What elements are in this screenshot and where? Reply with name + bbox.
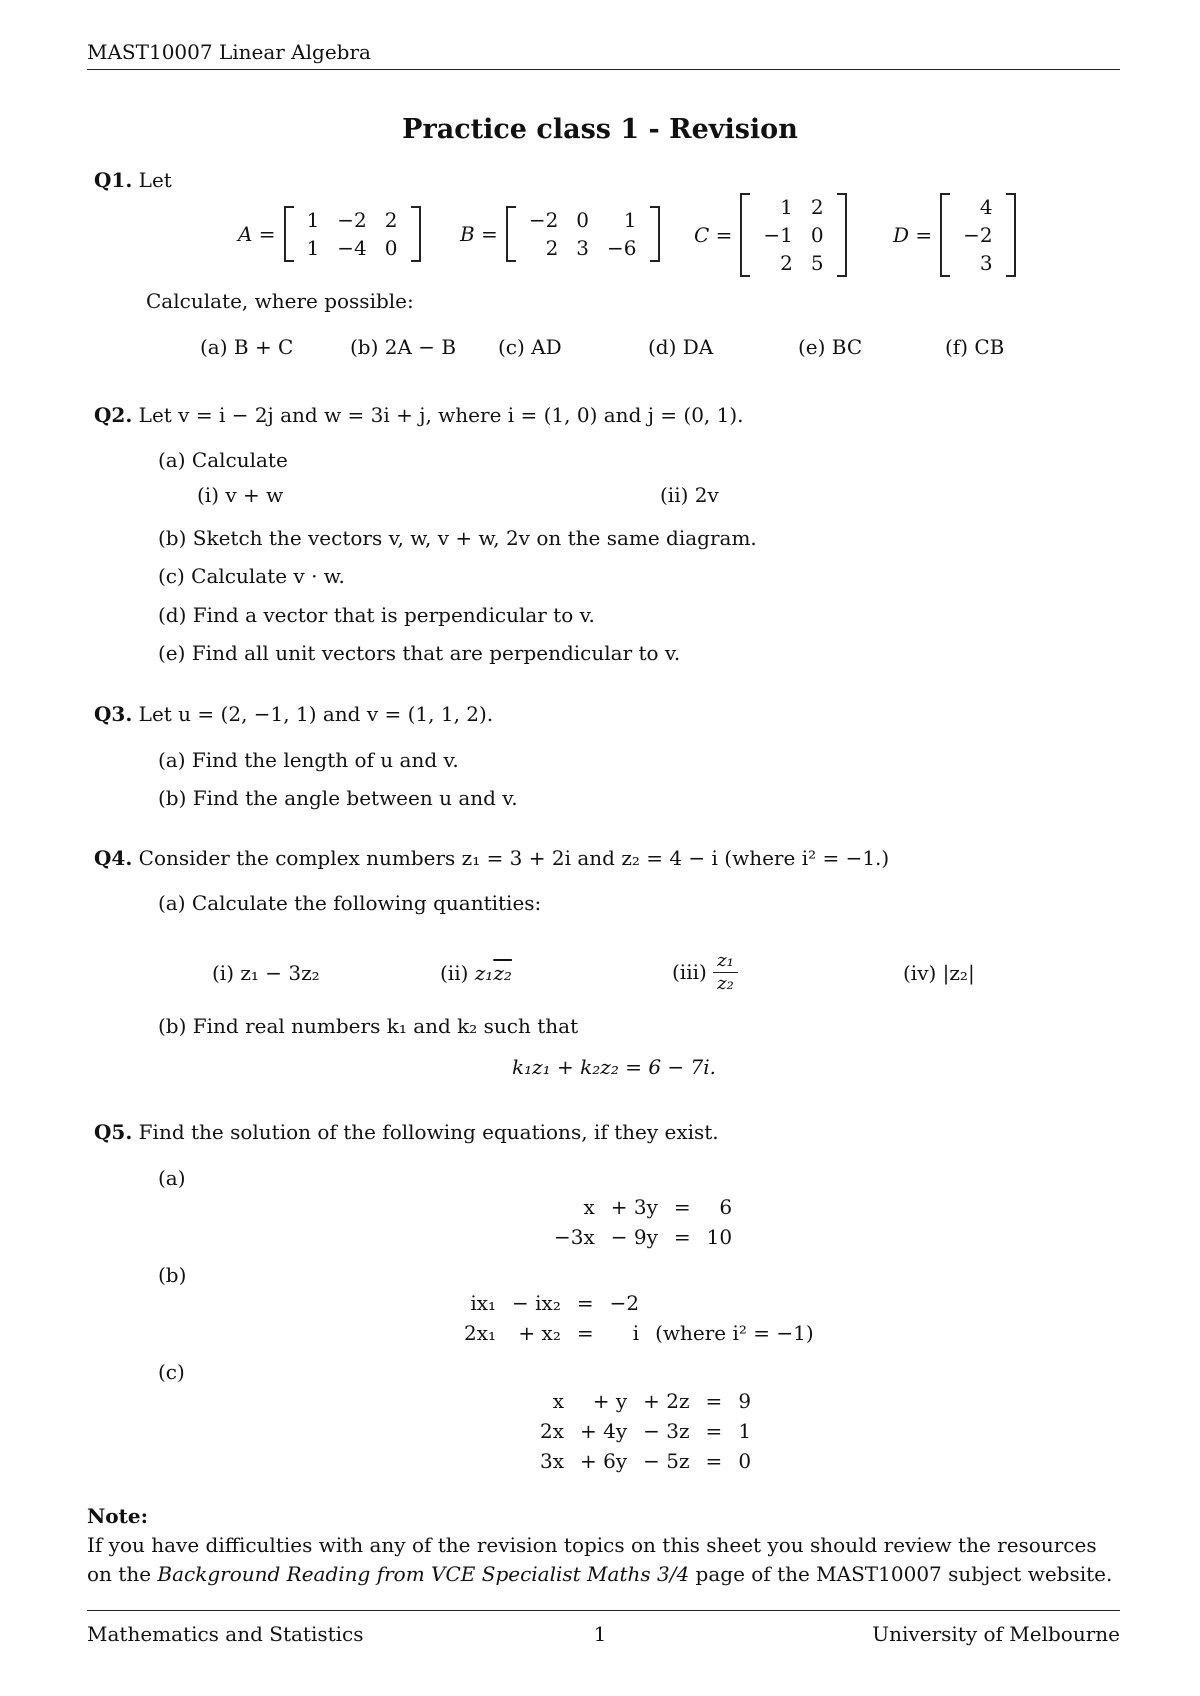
q4-intro: Consider the complex numbers z₁ = 3 + 2i and z₂ = 4 − i (where i² = −1.) (138, 846, 890, 870)
matrix-a-row-cell: −2 (337, 208, 367, 232)
q3-label: Q3. (94, 702, 133, 726)
q5-b-equation-row-cell: 2x₁ (464, 1321, 497, 1345)
matrix-a (238, 204, 421, 264)
q5-a-equation-row-cell: + 3y (610, 1195, 658, 1219)
q5-a-equation-row-cell: x (583, 1195, 595, 1219)
q5-a-equation-row-cell: − 9y (610, 1225, 658, 1249)
footer-right: University of Melbourne (872, 1622, 1120, 1646)
q2-intro: Let v = i − 2j and w = 3i + j, where i = (1, 0) and j = (0, 1). (138, 403, 744, 427)
q1-part-f: (f) CB (945, 335, 1005, 359)
q4-a-iii-denominator: z₂ (717, 972, 734, 994)
q5-c-equation-row-cell: 3x (540, 1449, 565, 1473)
header-rule (87, 69, 1120, 70)
q4-a-iii (672, 950, 738, 994)
q5-a-label: (a) (158, 1166, 186, 1190)
q4-b-equation: k₁z₁ + k₂z₂ = 6 − 7i. (511, 1055, 716, 1079)
matrix-b-row-cell: −6 (607, 236, 637, 260)
q4-label: Q4. (94, 846, 133, 870)
matrix-a-row-cell: −4 (337, 236, 367, 260)
note-heading: Note: (87, 1504, 148, 1528)
q1-calc: Calculate, where possible: (146, 289, 414, 313)
q5-b-equation-row (456, 1318, 822, 1348)
matrix-b-row-cell: 0 (576, 208, 590, 232)
q3-heading (94, 704, 493, 724)
matrix-a-row (298, 206, 407, 234)
q1-part-e: (e) BC (798, 335, 863, 359)
matrix-c-row (754, 221, 832, 249)
header-course: MAST10007 Linear Algebra (87, 40, 371, 64)
q5-b-equation-row-cell (647, 1288, 822, 1318)
q5-c-equation-row-cell: + 6y (580, 1449, 628, 1473)
matrix-d-row-cell: −2 (963, 223, 993, 247)
q5-a-equation-row-cell: = (673, 1195, 691, 1219)
matrix-a-row-cell: 0 (384, 236, 398, 260)
matrix-d-label: D = (893, 223, 933, 247)
q5-b-equation-row-cell: = (576, 1291, 594, 1315)
q2-a-i: (i) v + w (197, 483, 284, 507)
matrix-d (893, 190, 1016, 280)
matrix-c-row-cell: −1 (763, 223, 793, 247)
note-line-2-pre: on the (87, 1562, 158, 1586)
q5-c-label: (c) (158, 1360, 185, 1384)
matrix-a-row-cell: 1 (306, 236, 320, 260)
q5-c-equation-row-cell: 0 (738, 1449, 752, 1473)
q5-c-equation-row-cell: = (705, 1419, 723, 1443)
q1-part-a: (a) B + C (200, 335, 294, 359)
q5-intro: Find the solution of the following equations, if they exist. (138, 1120, 719, 1144)
q5-c-equation-row-cell: + y (592, 1389, 628, 1413)
q3-b: (b) Find the angle between u and v. (158, 786, 518, 810)
q2-label: Q2. (94, 403, 133, 427)
q4-b: (b) Find real numbers k₁ and k₂ such that (158, 1014, 579, 1038)
matrix-d-row (954, 193, 1001, 221)
matrix-c-row-cell: 5 (810, 251, 824, 275)
q5-c-equation-row (532, 1446, 759, 1476)
matrix-d-bracket (940, 193, 1015, 277)
matrix-b-row-cell: 2 (545, 236, 559, 260)
q4-a-i: (i) z₁ − 3z₂ (212, 961, 320, 985)
q5-c-equation-row-cell: + 2z (643, 1389, 690, 1413)
q4-a-ii-z1: z₁ (474, 961, 494, 985)
matrix-c-row-cell: 0 (810, 223, 824, 247)
q5-a-equation-row (546, 1192, 740, 1222)
q5-a-system (546, 1192, 740, 1252)
matrix-b-row (520, 234, 646, 262)
matrix-c-row-cell: 2 (810, 195, 824, 219)
q2-heading (94, 405, 744, 425)
q1-intro: Let (138, 168, 172, 192)
matrix-a-row (298, 234, 407, 262)
matrix-b-row-cell: −2 (528, 208, 559, 232)
q4-heading (94, 848, 889, 868)
q4-a-iii-label: (iii) (672, 960, 707, 985)
q2-a: (a) Calculate (158, 448, 288, 472)
q5-c-equation-row-cell: + 4y (580, 1419, 628, 1443)
q1-part-d: (d) DA (648, 335, 714, 359)
q5-c-equation-row (532, 1416, 759, 1446)
matrix-c-row (754, 193, 832, 221)
matrix-d-row (954, 221, 1001, 249)
q5-b-label: (b) (158, 1263, 187, 1287)
matrix-b-bracket (506, 206, 660, 262)
matrix-c-label: C = (694, 223, 733, 247)
matrix-b-row-cell: 1 (623, 208, 637, 232)
matrix-a-row-cell: 1 (306, 208, 320, 232)
q5-b-equation-row-cell: (where i² = −1) (655, 1321, 814, 1345)
q1-part-c: (c) AD (498, 335, 562, 359)
q4-a-ii-z2-conj: z₂ (493, 961, 512, 985)
matrix-b-label: B = (460, 222, 498, 246)
q5-b-equation-row-cell: ix₁ (470, 1291, 497, 1315)
q5-b-system (456, 1288, 822, 1348)
q5-c-equation-row-cell: 9 (738, 1389, 752, 1413)
q5-c-system (532, 1386, 759, 1476)
note-line-1: If you have difficulties with any of the revision topics on this sheet you should review the resources (87, 1533, 1097, 1557)
q5-heading (94, 1122, 719, 1142)
q5-c-equation-row-cell: 1 (738, 1419, 752, 1443)
q5-label: Q5. (94, 1120, 133, 1144)
q4-a-ii-label: (ii) (440, 961, 469, 985)
footer-page-number: 1 (593, 1622, 607, 1646)
q4-a-ii (440, 963, 512, 983)
page-title: Practice class 1 - Revision (402, 114, 798, 145)
matrix-a-label: A = (238, 222, 276, 246)
q1-heading (94, 170, 172, 190)
matrix-b-row-cell: 3 (576, 236, 590, 260)
q4-a: (a) Calculate the following quantities: (158, 891, 542, 915)
matrix-c-row-cell: 2 (780, 251, 793, 275)
matrix-d-row-cell: 4 (979, 195, 993, 219)
q1-part-b: (b) 2A − B (350, 335, 457, 359)
q5-c-equation-row-cell: 2x (540, 1419, 565, 1443)
q3-a: (a) Find the length of u and v. (158, 748, 459, 772)
matrix-c (694, 190, 847, 280)
q5-c-equation-row-cell: x (552, 1389, 565, 1413)
q5-c-equation-row (532, 1386, 759, 1416)
matrix-d-row-cell: 3 (979, 251, 993, 275)
q5-b-equation-row-cell: −2 (609, 1291, 640, 1315)
q4-a-iii-numerator: z₁ (713, 950, 738, 973)
q5-c-equation-row-cell: − 5z (643, 1449, 690, 1473)
q5-b-equation-row-cell: − ix₂ (512, 1291, 561, 1315)
q5-b-equation-row-cell: + x₂ (518, 1321, 561, 1345)
matrix-b-row (520, 206, 646, 234)
q5-a-equation-row-cell: 6 (719, 1195, 733, 1219)
q5-b-equation-row (456, 1288, 822, 1318)
q5-a-equation-row (546, 1222, 740, 1252)
q5-c-equation-row-cell: − 3z (643, 1419, 690, 1443)
q5-c-equation-row-cell: = (705, 1449, 723, 1473)
footer-left: Mathematics and Statistics (87, 1622, 364, 1646)
q5-a-equation-row-cell: 10 (706, 1225, 733, 1249)
footer-rule (87, 1610, 1120, 1611)
matrix-a-row-cell: 2 (384, 208, 398, 232)
note-line-2 (87, 1564, 1112, 1584)
q4-a-iv: (iv) |z₂| (903, 961, 975, 985)
matrix-c-row-cell: 1 (780, 195, 793, 219)
matrix-d-row (954, 249, 1001, 277)
note-reading-title: Background Reading from VCE Specialist Maths 3/4 (157, 1562, 690, 1586)
q5-b-equation-row-cell: i (632, 1321, 640, 1345)
q5-a-equation-row-cell: −3x (554, 1225, 595, 1249)
q3-intro: Let u = (2, −1, 1) and v = (1, 1, 2). (138, 702, 494, 726)
q5-c-equation-row-cell: = (705, 1389, 723, 1413)
matrix-a-bracket (284, 206, 421, 262)
q2-b: (b) Sketch the vectors v, w, v + w, 2v on the same diagram. (158, 526, 757, 550)
q2-c: (c) Calculate v · w. (158, 564, 345, 588)
q5-b-equation-row-cell: = (576, 1321, 594, 1345)
matrix-c-row (754, 249, 832, 277)
q2-d: (d) Find a vector that is perpendicular to v. (158, 603, 595, 627)
q2-e: (e) Find all unit vectors that are perpendicular to v. (158, 641, 681, 665)
q4-a-iii-fraction (713, 950, 738, 994)
note-line-2-post: page of the MAST10007 subject website. (689, 1562, 1113, 1586)
q1-label: Q1. (94, 168, 133, 192)
q2-a-ii: (ii) 2v (660, 483, 719, 507)
matrix-b (460, 204, 660, 264)
matrix-c-bracket (740, 193, 846, 277)
q5-a-equation-row-cell: = (673, 1225, 691, 1249)
